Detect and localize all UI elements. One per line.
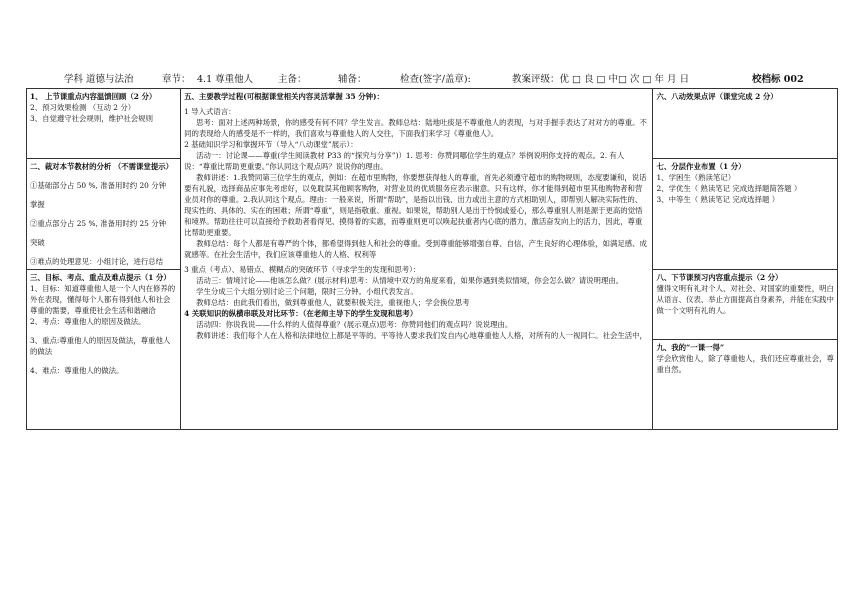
evaluation-title: 六、八动效果点评（课堂完成 2 分） <box>656 92 778 101</box>
teacher-explanation-two: 教师讲述：我们每个人在人格和法律地位上都是平等的。平等待人要求我们发自内心地尊重他人人格，对所有的人一视同仁。社会生活中， <box>196 331 647 340</box>
teaching-process-section <box>181 89 653 430</box>
assist-preparer-label: 辅备： <box>338 74 367 85</box>
preview-title: 八、下节课预习内容重点提示（2 分） <box>656 273 783 282</box>
goals-title: 三、目标、考点、重点及难点提示（1 分） <box>30 273 171 282</box>
material-analysis-section <box>27 159 181 270</box>
chapter-field: 4.1 尊重他人 <box>197 74 254 85</box>
analysis-line: ②重点部分占 25 %, 准备用时约 25 分钟 <box>30 219 167 228</box>
teacher-explanation: 教师讲述：1.我赞同第三位学生的观点，例如：在超市里购物，你要想获得他人的尊重，首先必须遵守超市的购物规则，态度要谦和，说话要有礼貌，选择商品应事先考虑好，以免耽误其他顾客购物，对营业员的优质服务应表示谢意。只有这样，你才能得到超市里其他购物者和营业员对你的尊重。2.我认同这个观点。理由：一般来说，所谓“帮助”，是指以出钱、出力或出主意的方式相助别人，即帮别人解决实际性的、现实性的、具体的、实在的困难；所谓“尊重”，则是指敬重、重视。如果说，帮助别人是出于怜悯或爱心，那么尊重别人则是源于更高的觉悟和境界。帮助往往可以直接给予救助者看得见、摸得着的实惠，而尊重则更可以唤起扶重者内心底的潜力，激活奋发向上的活力，因此，尊重比帮助更重要。 <box>184 173 647 237</box>
relation-heading: 4 关联知识的纵横串联及对比环节：（在老师主导下的学生发现和思考） <box>184 309 418 318</box>
homework-line: 1、学困生（熟读笔记） <box>656 173 736 182</box>
homework-line: 3、中等生（ 熟读笔记 完成选择题 ） <box>656 195 780 204</box>
basic-heading: 2 基础知识学习和掌握环节（导入“八动课堂”展示）： <box>184 140 358 149</box>
preview-section <box>653 270 837 340</box>
activity-three-text: 活动三：情境讨论——他该怎么做？(展示材料)思考：从情境中双方的角度来看，如果你遇到类似情境，你会怎么做？请说明理由。 <box>196 276 624 285</box>
analysis-line: 掌握 <box>30 200 45 209</box>
right-bottom-cell <box>653 270 838 430</box>
review-title: 1、 上节课重点内容温馈回顾（2 分） <box>30 92 157 101</box>
process-title: 五、主要教学过程(可根据课堂相关内容灵活掌握 35 分钟)： <box>184 92 384 101</box>
analysis-line: 突破 <box>30 238 45 247</box>
review-line: 2、预习效果检测 （互动 2 分） <box>30 103 136 112</box>
goals-line: 4、难点：尊重他人的做法。 <box>30 366 124 375</box>
review-line: 3、自觉遵守社会规则，维护社会规则 <box>30 114 153 123</box>
intro-text: 思考：面对上述两种场景，你的感受有何不同？学生发言。教师总结：陆地吐痰是不尊重他人的表现，与对手握手表达了对对方的尊重。不同的表现给人的感受是不一样的，我们喜欢与尊重他人的人交往，下面我们来学习《尊重他人》。 <box>184 118 647 138</box>
preview-text: 懂得文明有礼对个人、对社会、对国家的重要性，明白从语言、仪表、举止方面提高自身素养，并能在实践中做一个文明有礼的人。 <box>656 284 834 315</box>
goals-section <box>27 270 181 430</box>
group-discussion-text: 学生分成三个大组分别讨论三个问题，限时三分钟。小组代表发言。 <box>196 287 418 296</box>
analysis-line: ③难点的处理意见：小组讨论，进行总结 <box>30 257 164 266</box>
header-row <box>0 68 860 84</box>
gain-text: 学会欣赏他人，除了尊重他人，我们还应尊重社会，尊重自然。 <box>656 354 834 374</box>
archive-code: 校档标 002 <box>752 74 804 85</box>
key-point-heading: 3 重点（考点）、易错点、模糊点的突破环节（寻求学生的发现和思考）： <box>184 265 421 274</box>
teacher-summary-two: 教师总结：由此我们看出，做到尊重他人，就要积极关注，重视他人；学会换位思考 <box>196 298 470 307</box>
homework-section <box>653 159 838 270</box>
subject-field: 学科 道德与法治 <box>64 74 134 85</box>
teacher-summary: 教师总结：每个人都是有尊严的个体，都希望得到他人和社会的尊重。受到尊重能够增强自尊、自信，产生良好的心理体验，如满足感、成就感等。在社会生活中，我们应该尊重他人的人格、权利等 <box>184 239 647 259</box>
chapter-label: 章节： <box>162 74 191 85</box>
homework-title: 七、分层作业布置（1 分） <box>656 162 746 171</box>
analysis-title: 二、裁对本节教材的分析 （不需课堂提示） <box>30 162 173 171</box>
intro-heading: 1 导入式语言： <box>184 107 236 116</box>
main-preparer-label: 主备： <box>278 74 307 85</box>
analysis-line: ①基础部分占 50 %, 准备用时约 20 分钟 <box>30 181 167 190</box>
goals-line: 1、目标：知道尊重他人是一个人内在修养的外在表现，懂得每个人都有得到他人和社会尊重的需要，尊重使社会生活和谐融洽 <box>30 284 176 315</box>
rating-field: 教案评级：优 □ 良 □ 中□ 次 □ 年 月 日 <box>512 74 690 85</box>
review-section <box>27 89 181 159</box>
activity-one-text: 活动一：讨论课——尊重(学生阅读教材 P33 的“探究与分享”)）1. 思考：你赞同哪位学生的观点？举例说明你支持的观点。2. 有人说：“尊重比帮助更重要。”你认同这个观点吗？说说你的理由。 <box>184 151 625 171</box>
homework-line: 2、学优生（ 熟读笔记 完成选择题简答题 ） <box>656 184 802 193</box>
gain-title: 九、我的“一课一得” <box>656 343 725 352</box>
review-signature-label: 检查(签字/盖章): <box>400 74 471 85</box>
goals-line: 2、考点：尊重他人的原因及做法。 <box>30 317 146 326</box>
activity-four-text: 活动四：你说我说——什么样的人值得尊重？(展示观点)思考：你赞同他们的观点吗？说说理由。 <box>196 320 513 329</box>
goals-line: 3、重点:尊重他人的原因及做法，尊重他人的做法 <box>30 336 171 356</box>
evaluation-section <box>653 89 838 159</box>
one-lesson-gain-section <box>653 340 837 377</box>
lesson-plan-table <box>26 88 838 430</box>
